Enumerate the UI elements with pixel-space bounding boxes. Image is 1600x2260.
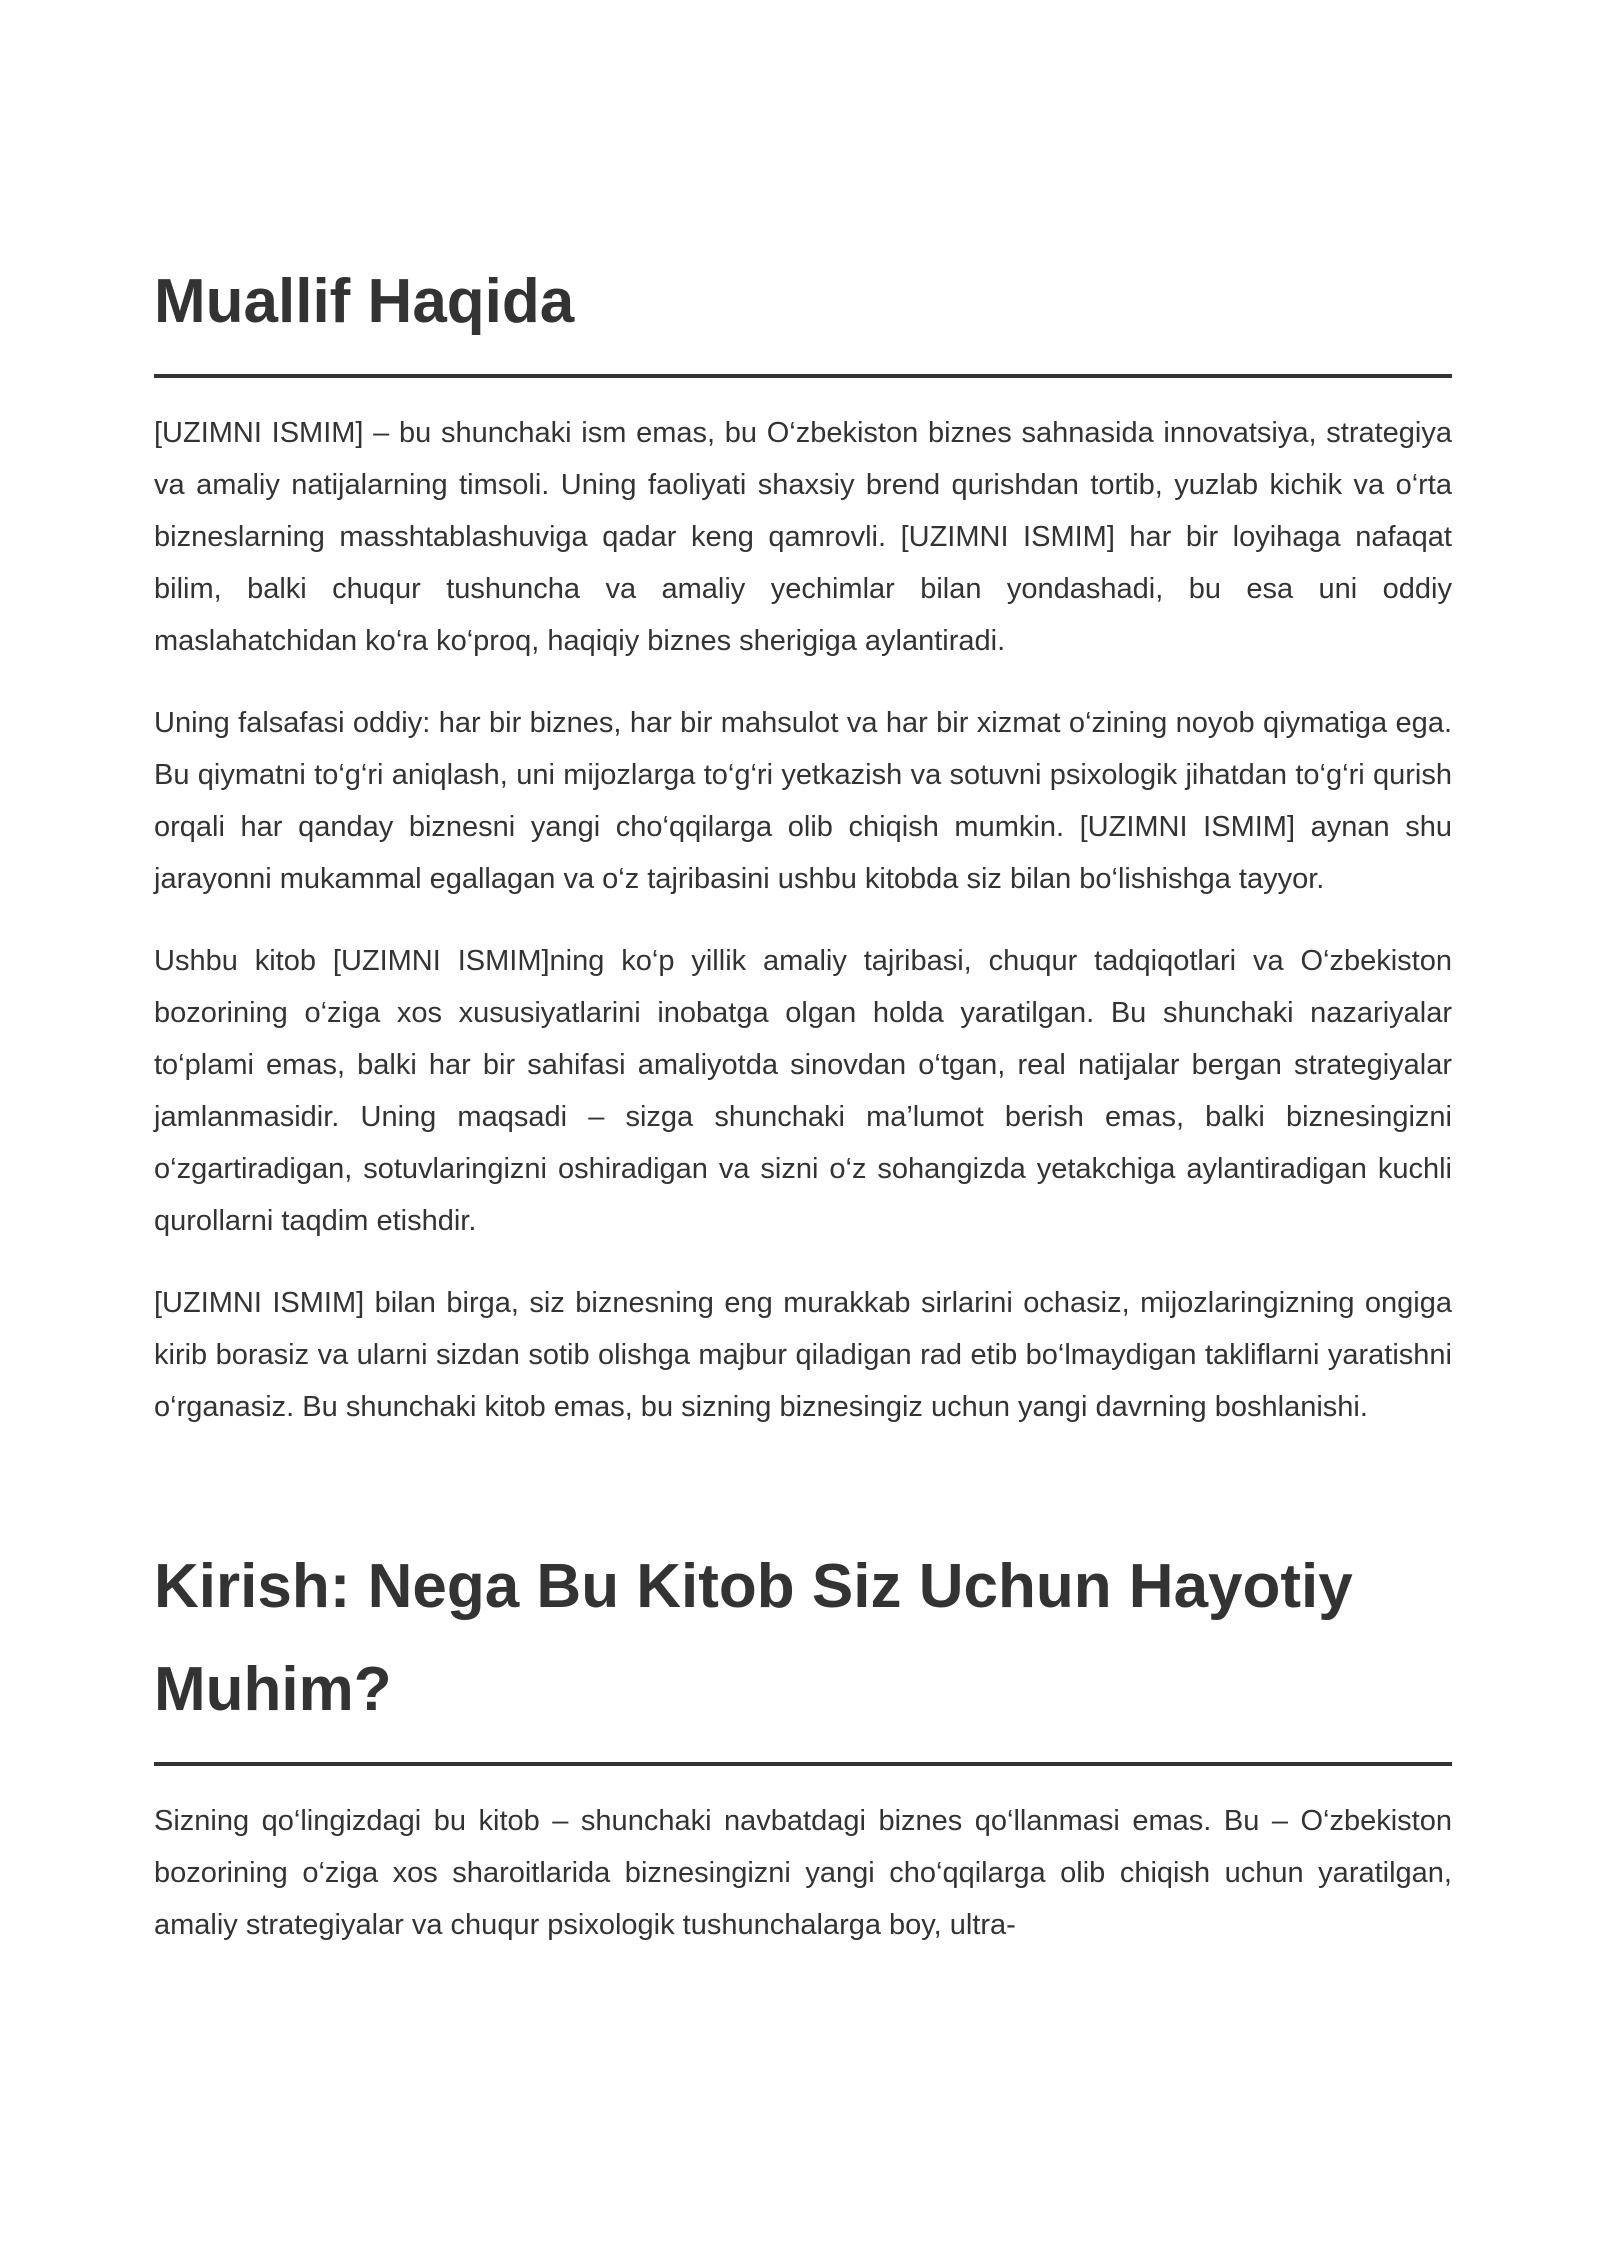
paragraph: Sizning qo‘lingizdagi bu kitob – shunchaki navbatdagi biznes qo‘llanmasi emas. Bu – O‘zbekiston bozorining o‘ziga xos sharoitlarida biznesingizni yangi cho‘qqilarga olib chiqish uchun yaratilgan, amaliy strategiyalar va chuqur psixologik tushunchalarga boy, ultra-	[154, 1805, 1452, 1941]
section-heading-author: Muallif Haqida	[154, 267, 575, 336]
document-page	[154, 0, 1452, 1981]
paragraph: Ushbu kitob [UZIMNI ISMIM]ning ko‘p yillik amaliy tajribasi, chuqur tadqiqotlari va O‘zbekiston bozorining o‘ziga xos xususiyatlarini inobatga olgan holda yaratilgan. Bu shunchaki nazariyalar to‘plami emas, balki har bir sahifasi amaliyotda sinovdan o‘tgan, real natijalar bergan strategiyalar jamlanmasidir. Uning maqsadi – sizga shunchaki ma’lumot berish emas, balki biznesingizni o‘zgartiradigan, sotuvlaringizni oshiradigan va sizni o‘z sohangizda yetakchiga aylantiradigan kuchli qurollarni taqdim etishdir.	[154, 945, 1452, 1237]
paragraph: Uning falsafasi oddiy: har bir biznes, har bir mahsulot va har bir xizmat o‘zining noyob qiymatiga ega. Bu qiymatni to‘g‘ri aniqlash, uni mijozlarga to‘g‘ri yetkazish va sotuvni psixologik jihatdan to‘g‘ri qurish orqali har qanday biznesni yangi cho‘qqilarga olib chiqish mumkin. [UZIMNI ISMIM] aynan shu jarayonni mukammal egallagan va o‘z tajribasini ushbu kitobda siz bilan bo‘lishishga tayyor.	[154, 707, 1452, 895]
heading-divider	[154, 1762, 1452, 1766]
paragraph: [UZIMNI ISMIM] bilan birga, siz biznesning eng murakkab sirlarini ochasiz, mijozlaringizning ongiga kirib borasiz va ularni sizdan sotib olishga majbur qiladigan rad etib bo‘lmaydigan takliflarni yaratishni o‘rganasiz. Bu shunchaki kitob emas, bu sizning biznesingiz uchun yangi davrning boshlanishi.	[154, 1287, 1452, 1423]
paragraph: [UZIMNI ISMIM] – bu shunchaki ism emas, bu O‘zbekiston biznes sahnasida innovatsiya, strategiya va amaliy natijalarning timsoli. Uning faoliyati shaxsiy brend qurishdan tortib, yuzlab kichik va o‘rta bizneslarning masshtablashuviga qadar keng qamrovli. [UZIMNI ISMIM] har bir loyihaga nafaqat bilim, balki chuqur tushuncha va amaliy yechimlar bilan yondashadi, bu esa uni oddiy maslahatchidan ko‘ra ko‘proq, haqiqiy biznes sherigiga aylantiradi.	[154, 417, 1452, 657]
heading-divider	[154, 374, 1452, 378]
section-heading-introduction: Kirish: Nega Bu Kitob Siz Uchun Hayotiy Muhim?	[154, 1552, 1353, 1724]
